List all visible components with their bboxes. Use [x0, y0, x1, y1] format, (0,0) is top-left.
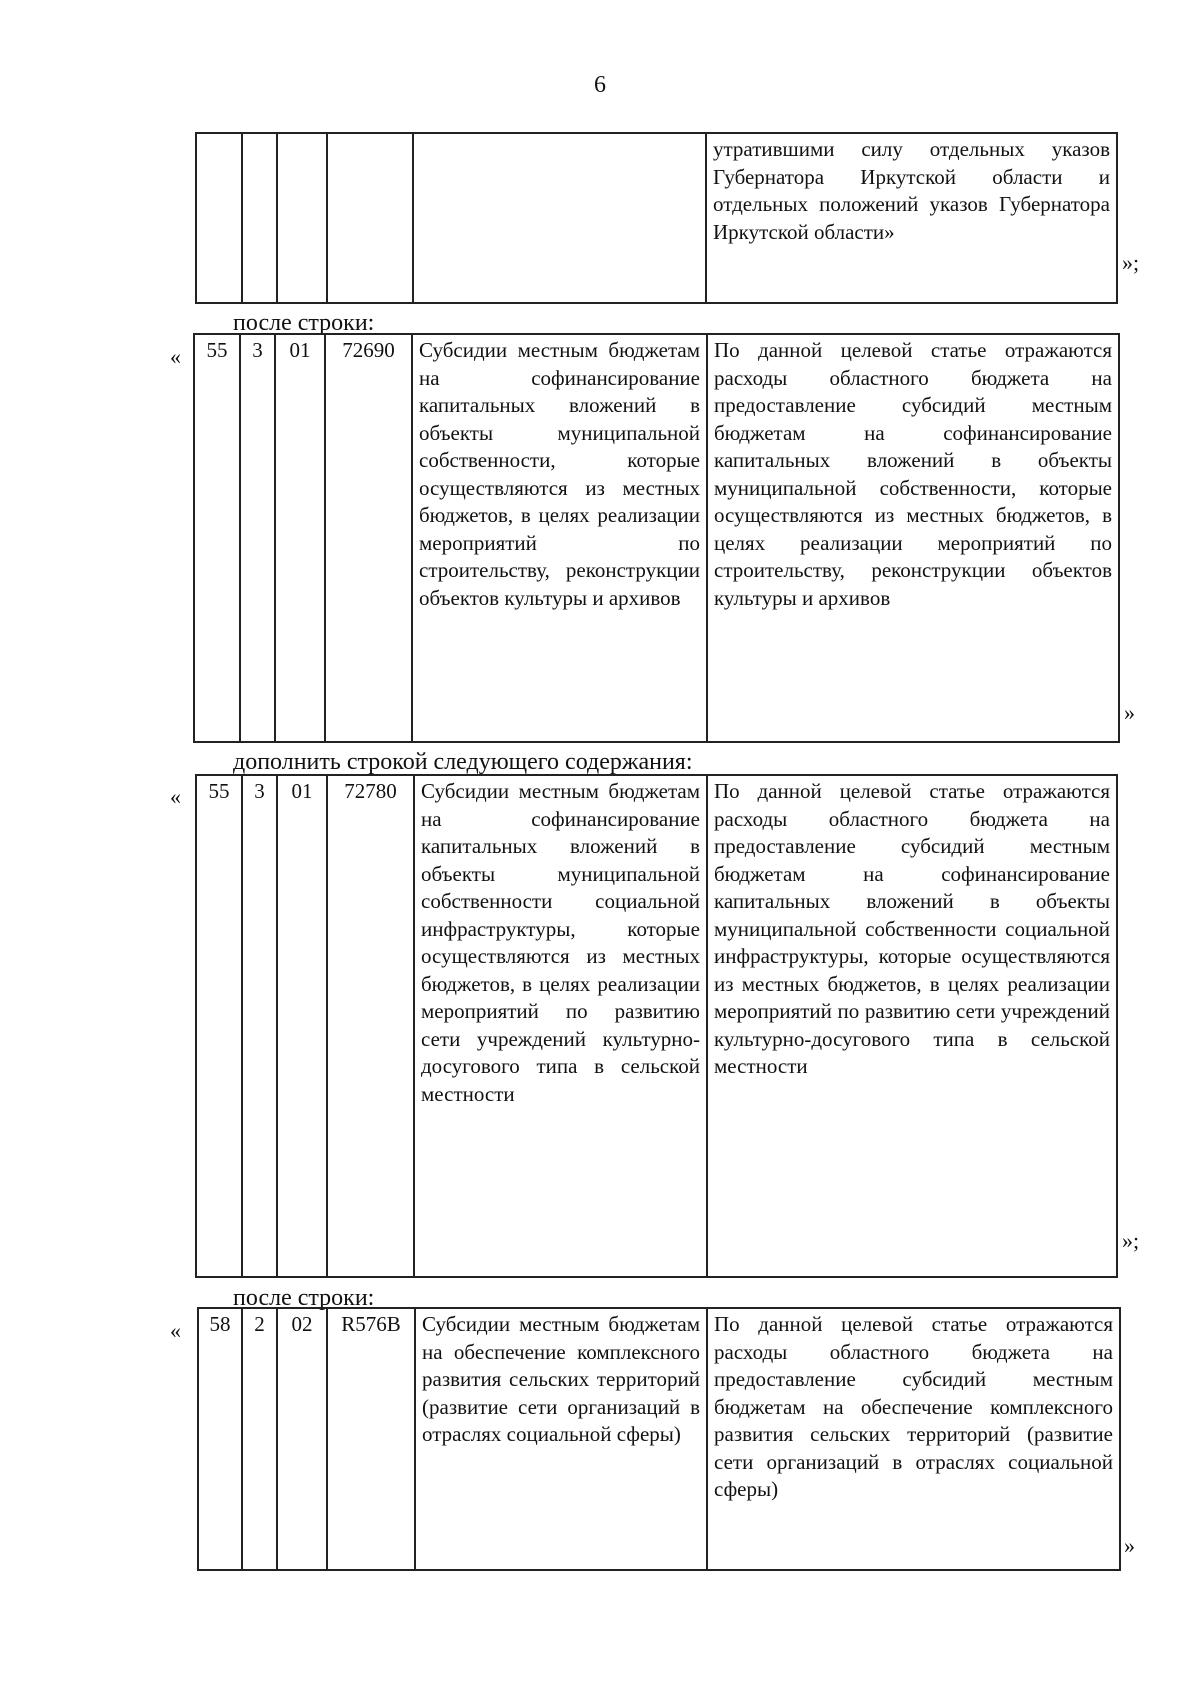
code-cell: [242, 133, 277, 303]
table-row-72690: [193, 333, 1120, 743]
code-event-cell: 01: [275, 334, 325, 742]
code-subprogram-cell: 3: [240, 334, 275, 742]
open-quote: «: [170, 1318, 181, 1343]
code-cell: [196, 133, 242, 303]
caption-after-row: после строки:: [233, 1285, 375, 1311]
code-direction-cell: R576B: [327, 1308, 415, 1570]
code-cell: [327, 133, 413, 303]
code-cell: [277, 133, 327, 303]
open-quote: «: [170, 344, 181, 369]
description-cell: По данной целевой статье отражаются расходы областного бюджета на предоставление субсидий местным бюджетам на софинансирование капитальных вложений в объекты муниципальной собственности, которые осуществляются из местных бюджетов, в целях реализации мероприятий по строительству, реконструкции объектов культуры и архивов: [707, 334, 1119, 742]
table-row: [198, 1308, 1120, 1570]
close-quote: »;: [1122, 1228, 1140, 1253]
name-cell: [413, 133, 706, 303]
table-row: [194, 334, 1119, 742]
description-cell: По данной целевой статье отражаются расходы областного бюджета на предоставление субсидий местным бюджетам на обеспечение комплексного развития сельских территорий (развитие сети организаций в отраслях социальной сферы): [707, 1308, 1120, 1570]
close-quote: »;: [1122, 250, 1140, 275]
code-program-cell: 55: [194, 334, 240, 742]
open-quote: «: [170, 784, 181, 809]
name-cell: Субсидии местным бюджетам на софинансирование капитальных вложений в объекты муниципальной собственности, которые осуществляются из местных бюджетов, в целях реализации мероприятий по строительству, реконструкции объектов культуры и архивов: [412, 334, 707, 742]
code-program-cell: 58: [198, 1308, 242, 1570]
table-row: [196, 775, 1117, 1277]
code-direction-cell: 72690: [325, 334, 412, 742]
name-cell: Субсидии местным бюджетам на обеспечение комплексного развития сельских территорий (развитие сети организаций в отраслях социальной сферы): [415, 1308, 707, 1570]
table-row-R576B: [197, 1307, 1121, 1571]
name-cell: Субсидии местным бюджетам на софинансирование капитальных вложений в объекты муниципальной собственности социальной инфраструктуры, которые осуществляются из местных бюджетов, в целях реализации мероприятий по развитию сети учреждений культурно-досугового типа в сельской местности: [414, 775, 707, 1277]
code-event-cell: 01: [277, 775, 327, 1277]
close-quote: »: [1124, 1533, 1135, 1558]
caption-add-row: дополнить строкой следующего содержания:: [233, 749, 693, 775]
description-cell: утратившими силу отдельных указов Губернатора Иркутской области и отдельных положений указов Губернатора Иркутской области»: [706, 133, 1117, 303]
close-quote: »: [1124, 700, 1135, 725]
code-subprogram-cell: 2: [242, 1308, 277, 1570]
table-row-72780: [195, 774, 1118, 1278]
code-subprogram-cell: 3: [242, 775, 277, 1277]
description-cell: По данной целевой статье отражаются расходы областного бюджета на предоставление субсидий местным бюджетам на софинансирование капитальных вложений в объекты муниципальной собственности социальной инфраструктуры, которые осуществляются из местных бюджетов, в целях реализации мероприятий по развитию сети учреждений культурно-досугового типа в сельской местности: [707, 775, 1117, 1277]
table-continuation: [195, 132, 1118, 304]
caption-after-row: после строки:: [233, 310, 375, 336]
table-row: [196, 133, 1117, 303]
page-number: 6: [594, 72, 606, 98]
code-event-cell: 02: [277, 1308, 327, 1570]
code-direction-cell: 72780: [327, 775, 414, 1277]
code-program-cell: 55: [196, 775, 242, 1277]
